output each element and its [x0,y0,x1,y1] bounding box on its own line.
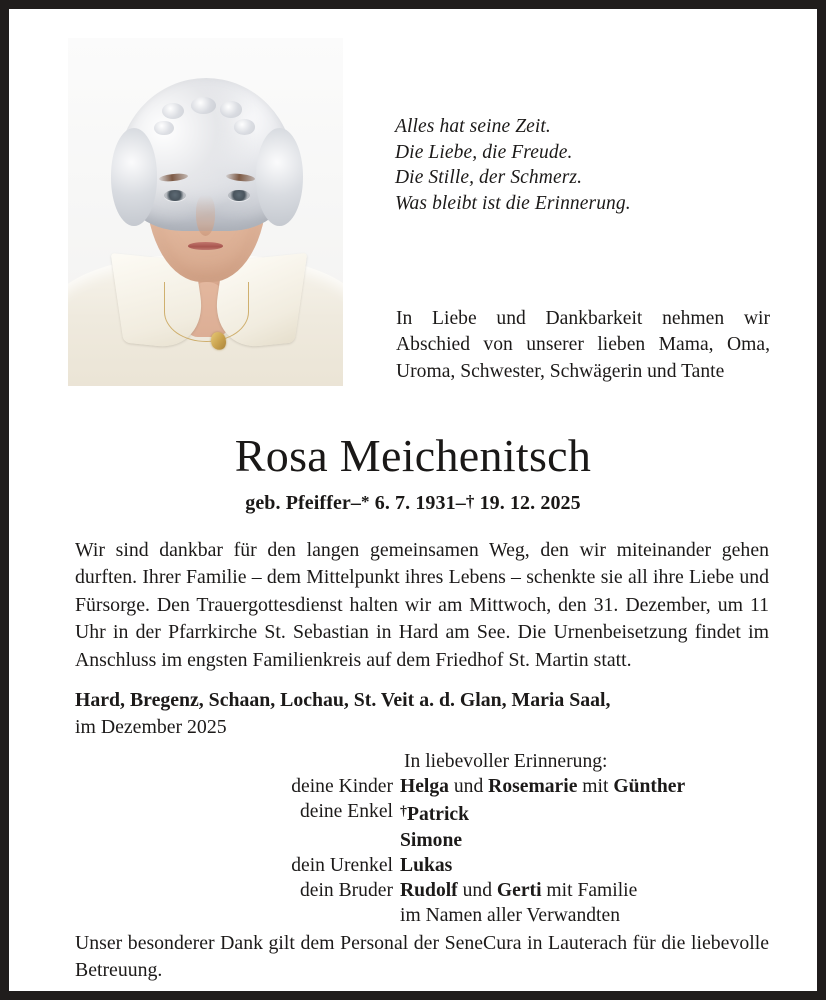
maiden-name: geb. Pfeiffer [245,492,351,514]
obituary-body-text: Wir sind dankbar für den langen gemeinsamen Weg, den wir miteinander gehen durften. Ihrer Familie – dem Mittelpunkt ihres Lebens – schenkte sie all ihre Liebe und Fürsorge. Den Trauergottesdienst halten wir am Mittwoch, den 31. Dezember, um 11 Uhr in der Pfarrkirche St. Sebastian in Hard am See. Die Urnenbeisetzung findet im Anschluss im engsten Familienkreis auf dem Friedhof St. Martin statt. [75,539,769,671]
mourner-relation-label: dein Urenkel [291,854,393,876]
mourner-relation-label: dein Bruder [299,880,393,902]
mourner-relation-label [75,903,400,928]
mourners-list [75,774,769,928]
mourner-row [75,903,769,928]
mourner-row [75,853,769,878]
birth-death-line [9,489,817,516]
eye-left [164,190,186,201]
death-date: 19. 12. 2025 [479,492,581,514]
places-and-date [75,687,769,740]
thanks-text: Unser besonderer Dank gilt dem Personal der SeneCura in Lauterach für die liebevolle Betreuung. [75,932,769,981]
hair-curl [162,103,185,120]
mourner-names: Helga und Rosemarie mit Günther [400,776,686,798]
hair-curl [234,119,255,134]
mouth-shape [188,242,224,250]
mourner-names: Rudolf und Gerti mit Familie [400,880,638,902]
mourner-row [75,774,769,799]
hair-curl [191,97,216,114]
mourner-row [75,799,769,827]
necklace-chain-shape [164,282,249,342]
separator-dash-1: – [350,492,362,514]
hair-side-right [256,128,303,225]
memorial-poem [395,114,785,216]
hair-curl [220,101,243,118]
poem-line-1: Alles hat seine Zeit. [395,116,551,137]
locations-line: Hard, Bregenz, Schaan, Lochau, St. Veit a. d. Glan, Maria Saal, [75,689,611,711]
mourner-names: †Patrick [400,804,470,826]
portrait-illustration [68,38,343,386]
eye-right [228,190,250,201]
mourners-heading: In liebevoller Erinnerung: [404,751,608,772]
poem-line-4: Was bleibt ist die Erinnerung. [395,192,631,214]
separator-dash-2: – [455,492,466,514]
birth-star-icon: * [361,492,370,511]
mourner-relation-label: deine Kinder [291,776,393,798]
notice-inner-panel [9,9,817,991]
portrait-photo [68,38,343,386]
mourner-row [75,828,769,853]
notice-date: im Dezember 2025 [75,715,227,738]
death-cross-icon: † [465,492,475,511]
mourner-names: Simone [400,829,463,851]
mourners-section [75,749,769,928]
hair-curl [154,121,173,136]
mourner-names: im Namen aller Verwandten [400,905,620,927]
poem-line-3: Die Stille, der Schmerz. [395,167,583,188]
farewell-intro-text: In Liebe und Dankbarkeit nehmen wir Abschied von unserer lieben Mama, Oma, Uroma, Schwester, Schwägerin und Tante [396,308,770,382]
poem-line-2: Die Liebe, die Freude. [395,141,573,163]
deceased-name: Rosa Meichenitsch [234,430,592,481]
birth-date: 6. 7. 1931 [374,492,456,514]
mourner-relation-label [75,828,400,853]
mourner-row [75,878,769,903]
mourner-names: Lukas [400,854,453,876]
mourner-relation-label: deine Enkel [299,801,393,823]
hair-side-left [111,128,158,225]
